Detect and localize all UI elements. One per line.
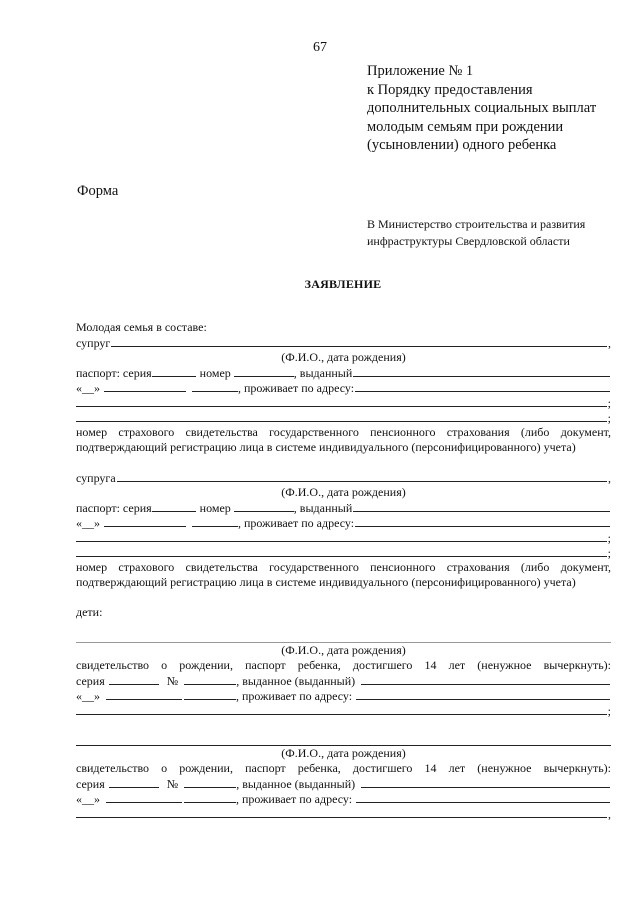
- resides-label: , проживает по адресу:: [236, 792, 353, 806]
- address-continuation[interactable]: [76, 703, 611, 718]
- passport-series-blank[interactable]: [152, 501, 196, 512]
- address-blank[interactable]: [355, 380, 610, 392]
- snils-text: подтверждающий регистрацию лица в системе индивидуального (персонифицированного) учета): [76, 575, 576, 589]
- child1-series-row[interactable]: [76, 673, 611, 688]
- appendix-line: молодым семьям при рождении: [367, 118, 564, 135]
- issue-day-blank[interactable]: «__»: [76, 381, 100, 395]
- address-continuation[interactable]: [76, 806, 611, 821]
- address-blank[interactable]: [76, 703, 607, 715]
- snils-text: номер страхового свидетельства государственного пенсионного страхования (либо документ,: [76, 560, 611, 574]
- address-continuation[interactable]: [76, 530, 611, 545]
- wife-address-row[interactable]: [76, 515, 611, 530]
- wife-label: супруга: [76, 471, 116, 485]
- wife-name-field[interactable]: [76, 470, 611, 485]
- address-continuation[interactable]: [76, 395, 611, 410]
- husband-caption: (Ф.И.О., дата рождения): [281, 350, 406, 364]
- address-blank[interactable]: [76, 395, 607, 407]
- snils-text: номер страхового свидетельства государственного пенсионного страхования (либо документ,: [76, 425, 611, 439]
- appendix-line: (усыновлении) одного ребенка: [367, 137, 557, 153]
- husband-name-field[interactable]: [76, 335, 611, 350]
- wife-caption: (Ф.И.О., дата рождения): [281, 485, 406, 499]
- wife-passport-row[interactable]: [76, 500, 611, 515]
- appendix-line: дополнительных социальных выплат: [367, 100, 597, 116]
- passport-issued-blank[interactable]: [353, 500, 610, 512]
- issued-label: , выданное (выданный): [236, 674, 356, 688]
- address-continuation[interactable]: [76, 545, 611, 560]
- issue-year-blank[interactable]: [192, 381, 238, 392]
- resides-label: , проживает по адресу:: [238, 516, 355, 530]
- passport-series-label: паспорт: серия: [76, 501, 152, 515]
- resides-label: , проживает по адресу:: [238, 381, 355, 395]
- resides-label: , проживает по адресу:: [236, 689, 353, 703]
- child1-document-text: свидетельство о рождении, паспорт ребенка, достигшего 14 лет (ненужное вычеркнуть):: [76, 658, 611, 672]
- issued-blank[interactable]: [361, 776, 610, 788]
- passport-number-blank[interactable]: [234, 501, 294, 512]
- child1-caption: (Ф.И.О., дата рождения): [281, 643, 406, 657]
- addressee-block: [367, 216, 627, 250]
- address-blank[interactable]: [356, 791, 610, 803]
- issue-day-blank[interactable]: «__»: [76, 689, 100, 703]
- issued-blank[interactable]: [361, 673, 610, 685]
- issue-month-blank[interactable]: [106, 792, 182, 803]
- appendix-block: [367, 62, 627, 155]
- child2-caption: (Ф.И.О., дата рождения): [281, 746, 406, 760]
- number-blank[interactable]: [184, 674, 236, 685]
- child1-address-row[interactable]: [76, 688, 611, 703]
- line-end: ;: [607, 531, 611, 545]
- address-blank[interactable]: [356, 688, 610, 700]
- issue-month-blank[interactable]: [104, 516, 186, 527]
- addressee-line: В Министерство строительства и развития: [367, 217, 586, 231]
- child2-series-row[interactable]: [76, 776, 611, 791]
- passport-number-label: номер: [199, 501, 231, 515]
- number-blank[interactable]: [184, 777, 236, 788]
- passport-series-blank[interactable]: [152, 366, 196, 377]
- issue-day-blank[interactable]: «__»: [76, 792, 100, 806]
- child2-address-row[interactable]: [76, 791, 611, 806]
- passport-issued-label: , выданный: [293, 501, 353, 515]
- child1-name-line[interactable]: [76, 630, 611, 643]
- child2-name-line[interactable]: [76, 733, 611, 746]
- husband-label: супруг: [76, 336, 111, 350]
- issued-label: , выданное (выданный): [236, 777, 356, 791]
- passport-issued-label: , выданный: [293, 366, 353, 380]
- line-end: ;: [607, 704, 611, 718]
- form-label: Форма: [77, 183, 119, 199]
- husband-address-row[interactable]: [76, 380, 611, 395]
- line-end: ,: [608, 807, 611, 821]
- passport-number-blank[interactable]: [234, 366, 294, 377]
- husband-name-line[interactable]: [111, 335, 607, 347]
- address-blank[interactable]: [76, 545, 607, 557]
- address-blank[interactable]: [76, 806, 607, 818]
- issue-year-blank[interactable]: [192, 516, 238, 527]
- address-blank[interactable]: [76, 410, 607, 422]
- series-blank[interactable]: [109, 777, 159, 788]
- passport-series-label: паспорт: серия: [76, 366, 152, 380]
- address-continuation[interactable]: [76, 410, 611, 425]
- issue-year-blank[interactable]: [184, 689, 236, 700]
- application-body: [76, 320, 611, 821]
- line-end: ;: [607, 411, 611, 425]
- passport-number-label: номер: [199, 366, 231, 380]
- husband-passport-row[interactable]: [76, 365, 611, 380]
- appendix-line: к Порядку предоставления: [367, 81, 533, 98]
- issue-day-blank[interactable]: «__»: [76, 516, 100, 530]
- line-end: ;: [607, 546, 611, 560]
- child2-document-text: свидетельство о рождении, паспорт ребенка, достигшего 14 лет (ненужное вычеркнуть):: [76, 761, 611, 775]
- series-label: серия: [76, 777, 105, 791]
- address-blank[interactable]: [76, 530, 607, 542]
- children-label: дети:: [76, 605, 103, 619]
- issue-month-blank[interactable]: [106, 689, 182, 700]
- number-sign: №: [166, 777, 179, 791]
- series-label: серия: [76, 674, 105, 688]
- number-sign: №: [166, 674, 179, 688]
- issue-month-blank[interactable]: [104, 381, 186, 392]
- address-blank[interactable]: [355, 515, 610, 527]
- husband-line-end: ,: [608, 336, 611, 350]
- page-number: 67: [313, 40, 327, 55]
- series-blank[interactable]: [109, 674, 159, 685]
- appendix-line: Приложение № 1: [367, 63, 474, 79]
- passport-issued-blank[interactable]: [353, 365, 610, 377]
- line-end: ;: [607, 396, 611, 410]
- document-title: ЗАЯВЛЕНИЕ: [304, 277, 382, 291]
- wife-line-end: ,: [608, 471, 611, 485]
- addressee-line: инфраструктуры Свердловской области: [367, 234, 570, 248]
- family-intro: Молодая семья в составе:: [76, 320, 207, 334]
- issue-year-blank[interactable]: [184, 792, 236, 803]
- wife-name-line[interactable]: [117, 470, 607, 482]
- snils-text: подтверждающий регистрацию лица в системе индивидуального (персонифицированного) учета): [76, 440, 576, 454]
